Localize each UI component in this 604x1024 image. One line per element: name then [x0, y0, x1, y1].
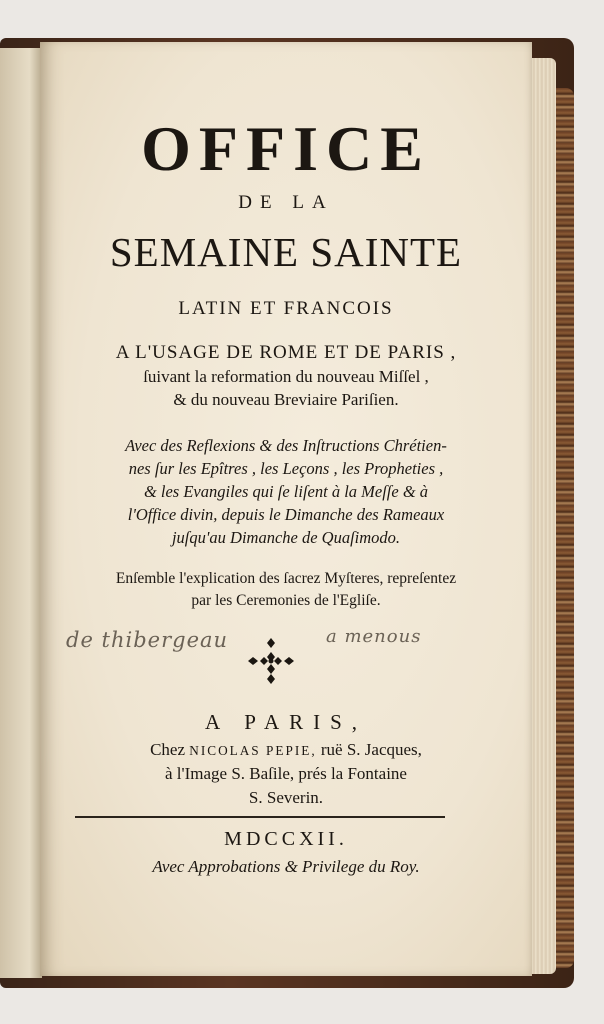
suivant-line: ſuivant la reformation du nouveau Miſſel ,: [143, 367, 429, 386]
imprint-printer-name: NICOLAS PEPIE,: [189, 743, 317, 758]
book-subtitle: SEMAINE SAINTE: [109, 229, 463, 275]
left-page-edge: [0, 48, 42, 978]
book-title: OFFICE: [141, 113, 431, 184]
breviaire-line: & du nouveau Breviaire Pariſien.: [173, 390, 399, 409]
title-page: [40, 42, 532, 976]
handwritten-inscription-left: de thibergeau: [66, 628, 229, 652]
language-line: LATIN ET FRANCOIS: [178, 298, 394, 319]
imprint-chez: Chez: [150, 740, 185, 759]
imprint-image-line: à l'Image S. Baſile, prés la Fontaine: [165, 764, 407, 783]
imprint-street: ruë S. Jacques,: [320, 740, 422, 759]
avec-line-2: nes ſur les Epîtres , les Leçons , les Propheties ,: [128, 459, 444, 478]
horizontal-rule: [75, 816, 445, 818]
imprint-printer-line: [40, 740, 532, 760]
imprint-city: A PARIS,: [204, 710, 368, 734]
publication-year: MDCCXII.: [224, 828, 348, 850]
avec-line-4: l'Office divin, depuis le Dimanche des Rameaux: [127, 505, 445, 524]
usage-line: A L'USAGE DE ROME ET DE PARIS ,: [115, 342, 457, 363]
avec-line-1: Avec des Reflexions & des Inſtructions Chrétien-: [125, 436, 447, 455]
title-de-la: DE LA: [238, 192, 334, 213]
ensemble-line-2: par les Ceremonies de l'Egliſe.: [191, 592, 381, 609]
handwritten-inscription-right: a menous: [326, 626, 422, 647]
ensemble-line-1: Enſemble l'explication des ſacrez Myſteres, repreſentez: [115, 570, 457, 587]
avec-line-5: juſqu'au Dimanche de Quaſimodo.: [171, 528, 401, 547]
avec-line-3: & les Evangiles qui ſe liſent à la Meſſe & à: [143, 482, 429, 501]
imprint-severin-line: S. Severin.: [248, 788, 324, 807]
fleuron-cross-icon: [246, 636, 296, 686]
book: [0, 38, 574, 988]
privilege-line: Avec Approbations & Privilege du Roy.: [152, 857, 420, 876]
